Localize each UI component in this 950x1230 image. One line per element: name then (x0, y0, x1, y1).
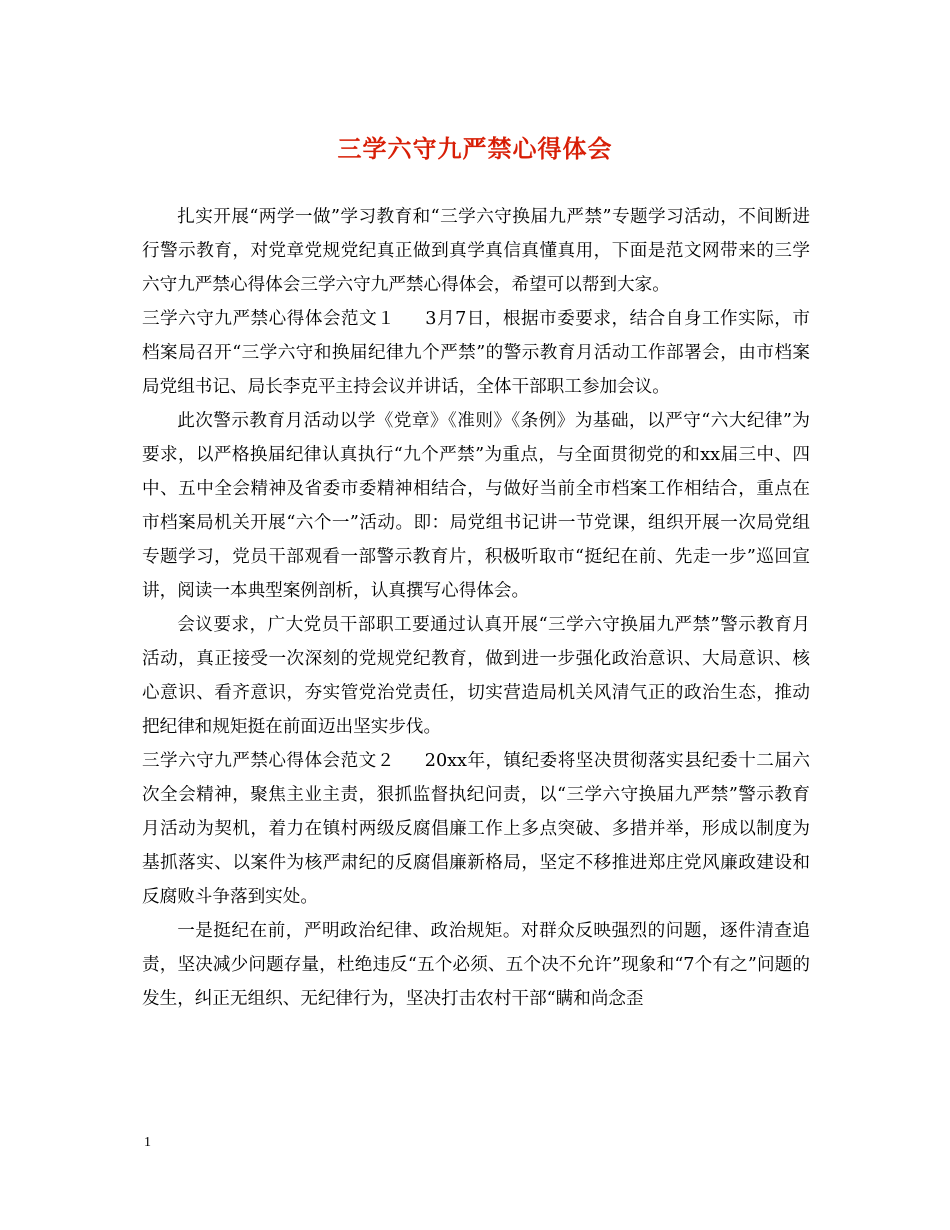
paragraph-point-one (142, 914, 810, 1016)
sample-heading: 三学六守九严禁心得体会范文２ (142, 751, 395, 771)
paragraph-intro (142, 200, 810, 302)
page-number: 1 (144, 1135, 151, 1150)
paragraph-text: 一是挺纪在前，严明政治纪律、政治规矩。对群众反映强烈的问题，逐件清查追责，坚决减少问题存量，杜绝违反“五个必须、五个决不允许”现象和“7个有之”问题的发生，纠正无组织、无纪律行为，坚决打击农村干部“瞒和尚念歪 (142, 921, 810, 1009)
paragraph-text: 此次警示教育月活动以学《党章》《准则》《条例》为基础，以严守“六大纪律”为要求，以严格换届纪律认真执行“九个严禁”为重点，与全面贯彻党的和xx届三中、四中、五中全会精神及省委市委精神相结合，与做好当前全市档案工作相结合，重点在市档案局机关开展“六个一”活动。即：局党组书记讲一节党课，组织开展一次局党组专题学习，党员干部观看一部警示教育片，积极听取市“挺纪在前、先走一步”巡回宣讲，阅读一本典型案例剖析，认真撰写心得体会。 (142, 411, 810, 601)
paragraph-text: 3月7日，根据市委要求，结合自身工作实际，市档案局召开“三学六守和换届纪律九个严禁”的警示教育月活动工作部署会，由市档案局党组书记、局长李克平主持会议并讲话，全体干部职工参加会议。 (142, 309, 810, 397)
paragraph-text: 扎实开展“两学一做”学习教育和“三学六守换届九严禁”专题学习活动，不间断进行警示教育，对党章党规党纪真正做到真学真信真懂真用，下面是范文网带来的三学六守九严禁心得体会三学六守九严禁心得体会，希望可以帮到大家。 (142, 207, 810, 295)
paragraph-text: 20xx年，镇纪委将坚决贯彻落实县纪委十二届六次全会精神，聚焦主业主责，狠抓监督执纪问责，以“三学六守换届九严禁”警示教育月活动为契机，着力在镇村两级反腐倡廉工作上多点突破、多措并举，形成以制度为基抓落实、以案件为核严肃纪的反腐倡廉新格局，坚定不移推进郑庄党风廉政建设和反腐败斗争落到实处。 (142, 751, 810, 907)
document-body (142, 200, 810, 1016)
paragraph-text: 会议要求，广大党员干部职工要通过认真开展“三学六守换届九严禁”警示教育月活动，真正接受一次深刻的党规党纪教育，做到进一步强化政治意识、大局意识、核心意识、看齐意识，夯实管党治党责任，切实营造局机关风清气正的政治生态，推动把纪律和规矩挺在前面迈出坚实步伐。 (142, 615, 810, 737)
paragraph-activity (142, 404, 810, 608)
sample-heading: 三学六守九严禁心得体会范文１ (142, 309, 396, 329)
paragraph-sample-2 (142, 744, 810, 914)
paragraph-sample-1 (142, 302, 810, 404)
paragraph-meeting (142, 608, 810, 744)
document-title: 三学六守九严禁心得体会 (337, 134, 613, 163)
